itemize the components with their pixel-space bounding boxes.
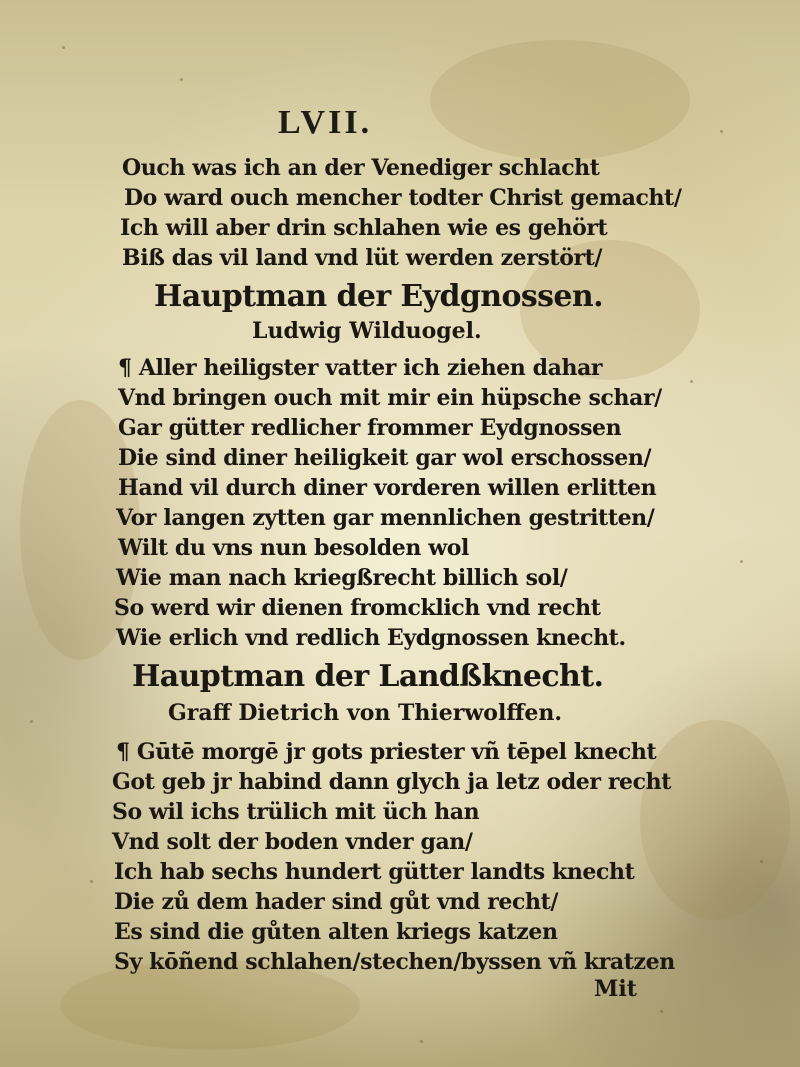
verse-line: Wie erlich vnd redlich Eydgnossen knecht. — [116, 625, 626, 651]
section-subheading: Graff Dietrich von Thierwolffen. — [168, 700, 563, 726]
paper-stain — [430, 40, 690, 160]
paper-speck — [690, 380, 693, 383]
verse-line: So werd wir dienen fromcklich vnd recht — [114, 595, 601, 621]
verse-line: Hand vil durch diner vorderen willen erlitten — [118, 475, 657, 501]
paper-stain — [640, 720, 790, 920]
paper-speck — [90, 880, 93, 883]
verse-line: ¶ Gūtē morgē jr gots priester vñ tēpel knecht — [116, 739, 657, 765]
paper-speck — [720, 130, 723, 133]
verse-line: Ich will aber drin schlahen wie es gehört — [120, 215, 608, 241]
verse-line: Ich hab sechs hundert gütter landts knecht — [114, 859, 635, 885]
verse-line: Ouch was ich an der Venediger schlacht — [122, 155, 600, 181]
verse-line: Got geb jr habind dann glych ja letz oder recht — [112, 769, 671, 795]
paper-speck — [30, 720, 33, 723]
section-heading: Hauptman der Eydgnossen. — [154, 279, 603, 314]
paper-speck — [760, 860, 763, 863]
section-subheading: Ludwig Wilduogel. — [252, 318, 482, 344]
paper-speck — [62, 46, 65, 49]
section-heading: Hauptman der Landßknecht. — [132, 659, 604, 694]
verse-line: ¶ Aller heiligster vatter ich ziehen dahar — [118, 355, 603, 381]
verse-line: Wilt du vns nun besolden wol — [118, 535, 469, 561]
verse-line: Vnd solt der boden vnder gan/ — [112, 829, 473, 855]
catchword: Mit — [594, 976, 637, 1002]
verse-line: Vor langen zytten gar mennlichen gestritten/ — [116, 505, 655, 531]
verse-line: Wie man nach kriegßrecht billich sol/ — [116, 565, 568, 591]
verse-line: Gar gütter redlicher frommer Eydgnossen — [118, 415, 622, 441]
verse-line: So wil ichs trülich mit üch han — [112, 799, 480, 825]
verse-line: Die zů dem hader sind gůt vnd recht/ — [114, 889, 559, 915]
verse-line: Biß das vil land vnd lüt werden zerstört/ — [122, 245, 603, 271]
verse-line: Vnd bringen ouch mit mir ein hüpsche schar/ — [118, 385, 662, 411]
paper-speck — [180, 78, 183, 81]
verse-line: Sy kōñend schlahen/stechen/byssen vñ kratzen — [114, 949, 675, 975]
page-folio: LVII. — [278, 104, 373, 141]
paper-speck — [740, 560, 743, 563]
paper-speck — [660, 1010, 663, 1013]
verse-line: Es sind die gůten alten kriegs katzen — [114, 919, 558, 945]
paper-speck — [420, 1040, 423, 1043]
verse-line: Die sind diner heiligkeit gar wol erschossen/ — [118, 445, 652, 471]
verse-line: Do ward ouch mencher todter Christ gemacht/ — [124, 185, 682, 211]
